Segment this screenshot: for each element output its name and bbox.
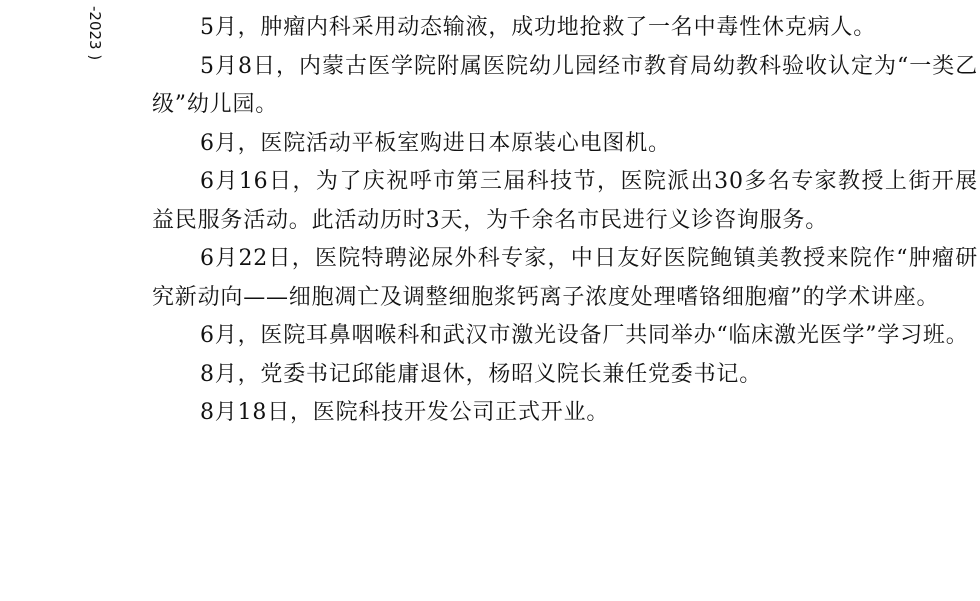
paragraph: 6月16日，为了庆祝呼市第三届科技节，医院派出30多名专家教授上街开展益民服务活动。此活动历时3天，为千余名市民进行义诊咨询服务。 [152,169,978,233]
document-body [152,9,978,433]
page-edge-year-label: -2023 ) [86,6,104,61]
cut-off-text-line [150,0,980,2]
paragraph: 8月，党委书记邱能庸退休，杨昭义院长兼任党委书记。 [200,361,762,387]
paragraph: 5月8日，内蒙古医学院附属医院幼儿园经市教育局幼教科验收认定为“一类乙级”幼儿园。 [152,53,978,117]
paragraph: 5月，肿瘤内科采用动态输液，成功地抢救了一名中毒性休克病人。 [200,15,876,40]
paragraph: 6月22日，医院特聘泌尿外科专家，中日友好医院鲍镇美教授来院作“肿瘤研究新动向——细胞凋亡及调整细胞浆钙离子浓度处理嗜铬细胞瘤”的学术讲座。 [152,246,978,310]
paragraph: 6月，医院活动平板室购进日本原装心电图机。 [200,130,671,156]
paragraph: 8月18日，医院科技开发公司正式开业。 [200,400,610,425]
paragraph: 6月，医院耳鼻咽喉科和武汉市激光设备厂共同举办“临床激光医学”学习班。 [200,323,969,348]
